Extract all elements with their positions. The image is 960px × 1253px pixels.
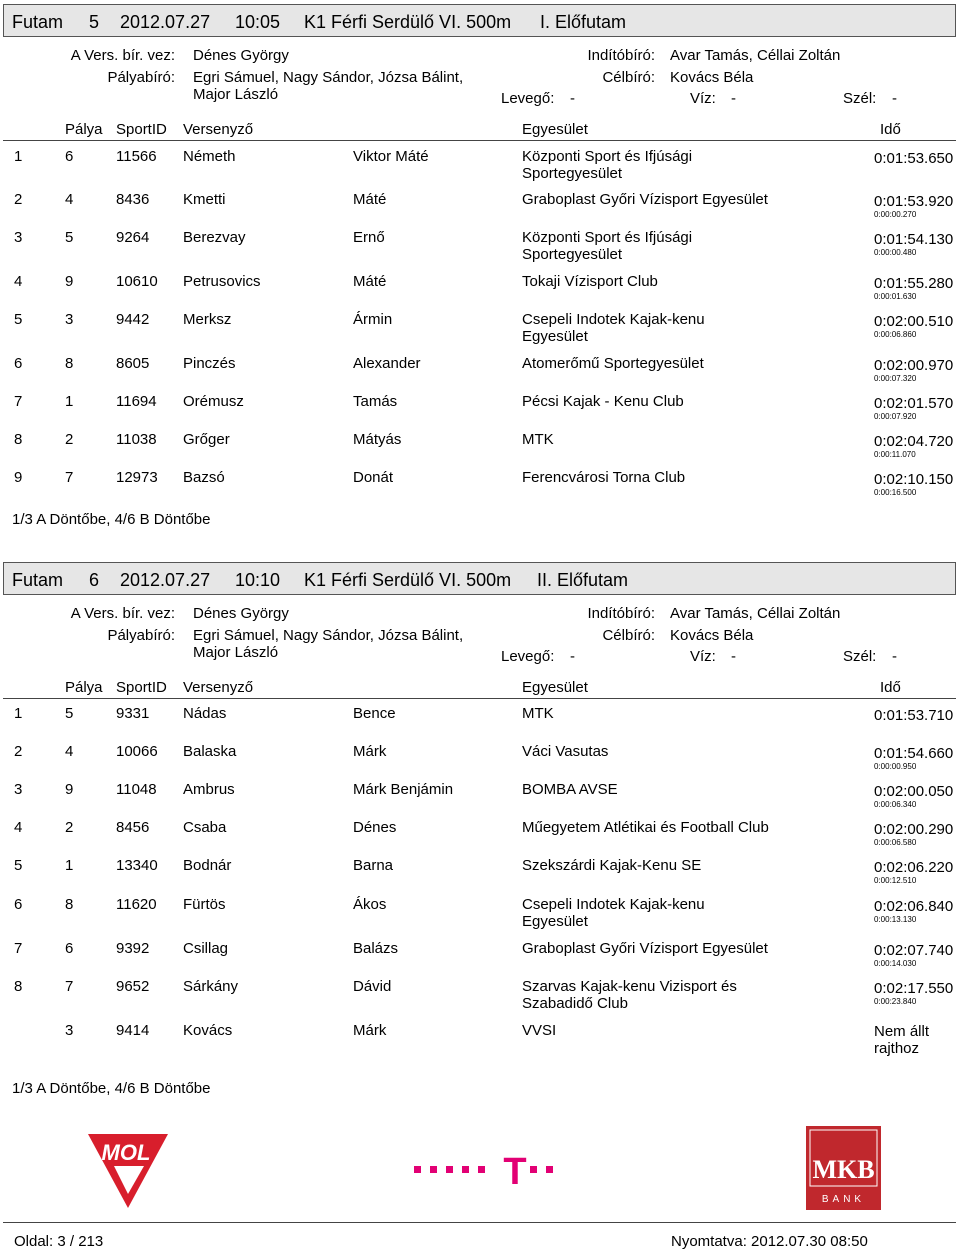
place: 6 — [14, 355, 23, 372]
first-name: Alexander — [353, 355, 421, 372]
lane: 1 — [65, 393, 74, 410]
qualification-note: 1/3 A Döntőbe, 4/6 B Döntőbe — [12, 1080, 211, 1097]
club: Szekszárdi Kajak-Kenu SE — [522, 857, 702, 874]
print-date: Nyomtatva: 2012.07.30 08:50 — [671, 1233, 868, 1250]
sport-id: 9442 — [116, 311, 150, 328]
course-judge-value-2: Major László — [193, 644, 279, 661]
club: VVSI — [522, 1022, 557, 1039]
col-club: Egyesület — [522, 679, 588, 696]
time-gap: 0:00:06.860 — [874, 330, 917, 339]
sport-id: 11620 — [116, 896, 157, 913]
sport-id: 11038 — [116, 431, 157, 448]
last-name: Németh — [183, 148, 236, 165]
chief-judge-label: A Vers. bír. vez: — [70, 47, 175, 64]
sport-id: 8456 — [116, 819, 150, 836]
place: 9 — [14, 469, 23, 486]
lane: 7 — [65, 469, 74, 486]
water-value: - — [731, 90, 736, 107]
col-lane: Pálya — [65, 679, 103, 696]
heat-label: Futam — [12, 570, 64, 590]
time: 0:02:04.720 — [874, 433, 954, 450]
first-name: Ármin — [353, 311, 393, 328]
sport-id: 11694 — [116, 393, 157, 410]
mol-logo — [86, 1132, 170, 1210]
place: 8 — [14, 431, 23, 448]
water-value: - — [731, 648, 736, 665]
time-gap: 0:00:06.580 — [874, 838, 917, 847]
heat-date: 2012.07.27 — [120, 12, 211, 32]
first-name: Márk — [353, 1022, 387, 1039]
sport-id: 13340 — [116, 857, 158, 874]
col-club: Egyesület — [522, 121, 588, 138]
course-judge-value: Egri Sámuel, Nagy Sándor, Józsa Bálint, — [193, 627, 464, 644]
last-name: Bodnár — [183, 857, 232, 874]
col-sportid: SportID — [116, 121, 167, 138]
place: 6 — [14, 896, 23, 913]
last-name: Kovács — [183, 1022, 233, 1039]
air-value: - — [570, 90, 575, 107]
heat-title-bar — [3, 562, 956, 595]
club: Műegyetem Atlétikai és Football Club — [522, 819, 769, 836]
water-label: Víz: — [690, 648, 716, 665]
lane: 7 — [65, 978, 74, 995]
last-name: Sárkány — [183, 978, 239, 995]
header-divider — [3, 698, 956, 699]
air-label: Levegő: — [501, 648, 555, 665]
place: 1 — [14, 148, 23, 165]
lane: 4 — [65, 743, 74, 760]
course-judge-value-2: Major László — [193, 86, 279, 103]
wind-label: Szél: — [843, 90, 877, 107]
first-name: Balázs — [353, 940, 399, 957]
col-athlete: Versenyző — [183, 679, 254, 696]
sport-id: 12973 — [116, 469, 158, 486]
club-line2: Sportegyesület — [522, 246, 623, 263]
first-name: Barna — [353, 857, 394, 874]
club-line2: Sportegyesület — [522, 165, 623, 182]
place: 5 — [14, 311, 23, 328]
col-sportid: SportID — [116, 679, 167, 696]
first-name: Donát — [353, 469, 394, 486]
place: 1 — [14, 705, 23, 722]
starter-label: Indítóbíró: — [587, 47, 655, 64]
place: 3 — [14, 781, 23, 798]
sport-id: 10610 — [116, 273, 158, 290]
time-gap: 0:00:13.130 — [874, 915, 917, 924]
sport-id: 9652 — [116, 978, 150, 995]
time-gap: 0:00:00.950 — [874, 762, 917, 771]
time-gap: 0:00:07.320 — [874, 374, 917, 383]
col-lane: Pálya — [65, 121, 103, 138]
first-name: Ernő — [353, 229, 385, 246]
club: MTK — [522, 431, 554, 448]
time: 0:02:00.050 — [874, 783, 954, 800]
telekom-t-icon: T — [503, 1151, 527, 1190]
place: 7 — [14, 940, 23, 957]
place: 5 — [14, 857, 23, 874]
time: 0:02:00.970 — [874, 357, 954, 374]
status-line2: rajthoz — [874, 1040, 920, 1057]
status: Nem állt — [874, 1023, 930, 1040]
place: 4 — [14, 273, 23, 290]
heat-event: K1 Férfi Serdülő VI. 500m — [304, 570, 512, 590]
first-name: Máté — [353, 191, 387, 208]
last-name: Bazsó — [183, 469, 225, 486]
club: Ferencvárosi Torna Club — [522, 469, 686, 486]
mkb-bank-logo — [806, 1126, 881, 1210]
last-name: Kmetti — [183, 191, 226, 208]
last-name: Balaska — [183, 743, 237, 760]
time: 0:02:06.840 — [874, 898, 954, 915]
sport-id: 9392 — [116, 940, 150, 957]
starter-label: Indítóbíró: — [587, 605, 655, 622]
last-name: Grőger — [183, 431, 230, 448]
lane: 8 — [65, 896, 74, 913]
time-gap: 0:00:00.270 — [874, 210, 917, 219]
lane: 6 — [65, 148, 74, 165]
lane: 5 — [65, 705, 74, 722]
club: Központi Sport és Ifjúsági — [522, 148, 693, 165]
last-name: Merksz — [183, 311, 232, 328]
first-name: Bence — [353, 705, 396, 722]
lane: 2 — [65, 431, 74, 448]
heat-time: 10:10 — [235, 570, 281, 590]
lane: 3 — [65, 1022, 74, 1039]
time-gap: 0:00:00.480 — [874, 248, 917, 257]
club: BOMBA AVSE — [522, 781, 618, 798]
first-name: Mátyás — [353, 431, 402, 448]
chief-judge-value: Dénes György — [193, 47, 289, 64]
time: 0:01:54.660 — [874, 745, 954, 762]
lane: 8 — [65, 355, 74, 372]
place: 3 — [14, 229, 23, 246]
time: 0:02:06.220 — [874, 859, 954, 876]
time: 0:02:07.740 — [874, 942, 954, 959]
sport-id: 9264 — [116, 229, 150, 246]
sport-id: 9331 — [116, 705, 150, 722]
lane: 9 — [65, 781, 74, 798]
first-name: Dávid — [353, 978, 392, 995]
club: Központi Sport és Ifjúsági — [522, 229, 693, 246]
sport-id: 9414 — [116, 1022, 150, 1039]
heat-time: 10:05 — [235, 12, 281, 32]
wind-label: Szél: — [843, 648, 877, 665]
col-time: Idő — [880, 679, 901, 696]
course-judge-label: Pályabíró: — [107, 627, 175, 644]
place: 4 — [14, 819, 23, 836]
club-line2: Egyesület — [522, 913, 588, 930]
time: 0:02:17.550 — [874, 980, 954, 997]
first-name: Ákos — [353, 896, 387, 913]
page-number: Oldal: 3 / 213 — [14, 1233, 104, 1250]
first-name: Tamás — [353, 393, 398, 410]
club: Tokaji Vízisport Club — [522, 273, 658, 290]
heat-number: 6 — [89, 570, 100, 590]
first-name: Márk Benjámin — [353, 781, 454, 798]
heat-date: 2012.07.27 — [120, 570, 211, 590]
club: MTK — [522, 705, 554, 722]
first-name: Márk — [353, 743, 387, 760]
air-label: Levegő: — [501, 90, 555, 107]
time: 0:01:53.710 — [874, 707, 954, 724]
time: 0:02:01.570 — [874, 395, 954, 412]
col-time: Idő — [880, 121, 901, 138]
header-divider — [3, 140, 956, 141]
lane: 9 — [65, 273, 74, 290]
club: Pécsi Kajak - Kenu Club — [522, 393, 684, 410]
lane: 3 — [65, 311, 74, 328]
lane: 1 — [65, 857, 74, 874]
sport-id: 11048 — [116, 781, 157, 798]
time: 0:02:10.150 — [874, 471, 954, 488]
sport-id: 11566 — [116, 148, 157, 165]
first-name: Viktor Máté — [353, 148, 429, 165]
club: Csepeli Indotek Kajak-kenu — [522, 311, 705, 328]
wind-value: - — [892, 648, 897, 665]
sport-id: 10066 — [116, 743, 158, 760]
place: 2 — [14, 743, 23, 760]
finish-judge-label: Célbíró: — [602, 627, 655, 644]
time-gap: 0:00:06.340 — [874, 800, 917, 809]
club: Váci Vasutas — [522, 743, 609, 760]
wind-value: - — [892, 90, 897, 107]
chief-judge-label: A Vers. bír. vez: — [70, 605, 175, 622]
time: 0:01:54.130 — [874, 231, 954, 248]
mkb-logo-text: MKB — [812, 1155, 875, 1184]
place: 8 — [14, 978, 23, 995]
starter-value: Avar Tamás, Céllai Zoltán — [670, 605, 841, 622]
bank-logo-text: BANK — [821, 1194, 866, 1205]
last-name: Csillag — [183, 940, 229, 957]
time-gap: 0:00:07.920 — [874, 412, 917, 421]
heat-round: II. Előfutam — [537, 570, 629, 590]
time-gap: 0:00:01.630 — [874, 292, 917, 301]
time-gap: 0:00:16.500 — [874, 488, 917, 497]
club: Graboplast Győri Vízisport Egyesület — [522, 191, 768, 208]
last-name: Csaba — [183, 819, 227, 836]
last-name: Petrusovics — [183, 273, 261, 290]
club: Atomerőmű Sportegyesület — [522, 355, 704, 372]
time-gap: 0:00:11.070 — [874, 450, 916, 459]
air-value: - — [570, 648, 575, 665]
time-gap: 0:00:23.840 — [874, 997, 917, 1006]
first-name: Dénes — [353, 819, 397, 836]
water-label: Víz: — [690, 90, 716, 107]
lane: 2 — [65, 819, 74, 836]
lane: 5 — [65, 229, 74, 246]
col-athlete: Versenyző — [183, 121, 254, 138]
time: 0:01:55.280 — [874, 275, 954, 292]
chief-judge-value: Dénes György — [193, 605, 289, 622]
telekom-logo — [412, 1150, 558, 1190]
sport-id: 8436 — [116, 191, 150, 208]
finish-judge-label: Célbíró: — [602, 69, 655, 86]
heat-title-bar — [3, 4, 956, 37]
last-name: Fürtös — [183, 896, 226, 913]
finish-judge-value: Kovács Béla — [670, 69, 754, 86]
course-judge-label: Pályabíró: — [107, 69, 175, 86]
heat-round: I. Előfutam — [540, 12, 627, 32]
club: Szarvas Kajak-kenu Vizisport és — [522, 978, 737, 995]
footer-divider — [3, 1222, 956, 1223]
heat-label: Futam — [12, 12, 64, 32]
place: 2 — [14, 191, 23, 208]
time: 0:02:00.290 — [874, 821, 954, 838]
finish-judge-value: Kovács Béla — [670, 627, 754, 644]
mol-logo-text: MOL — [101, 1140, 151, 1165]
lane: 4 — [65, 191, 74, 208]
last-name: Pinczés — [183, 355, 236, 372]
last-name: Orémusz — [183, 393, 244, 410]
club: Csepeli Indotek Kajak-kenu — [522, 896, 705, 913]
last-name: Ambrus — [183, 781, 235, 798]
club-line2: Egyesület — [522, 328, 588, 345]
time: 0:01:53.650 — [874, 150, 954, 167]
heat-number: 5 — [89, 12, 100, 32]
heat-event: K1 Férfi Serdülő VI. 500m — [304, 12, 512, 32]
last-name: Nádas — [183, 705, 227, 722]
first-name: Máté — [353, 273, 387, 290]
place: 7 — [14, 393, 23, 410]
qualification-note: 1/3 A Döntőbe, 4/6 B Döntőbe — [12, 511, 211, 528]
time: 0:02:00.510 — [874, 313, 954, 330]
time: 0:01:53.920 — [874, 193, 954, 210]
time-gap: 0:00:12.510 — [874, 876, 917, 885]
club-line2: Szabadidő Club — [522, 995, 628, 1012]
club: Graboplast Győri Vízisport Egyesület — [522, 940, 768, 957]
course-judge-value: Egri Sámuel, Nagy Sándor, Józsa Bálint, — [193, 69, 464, 86]
last-name: Berezvay — [183, 229, 246, 246]
sport-id: 8605 — [116, 355, 150, 372]
time-gap: 0:00:14.030 — [874, 959, 917, 968]
starter-value: Avar Tamás, Céllai Zoltán — [670, 47, 841, 64]
lane: 6 — [65, 940, 74, 957]
